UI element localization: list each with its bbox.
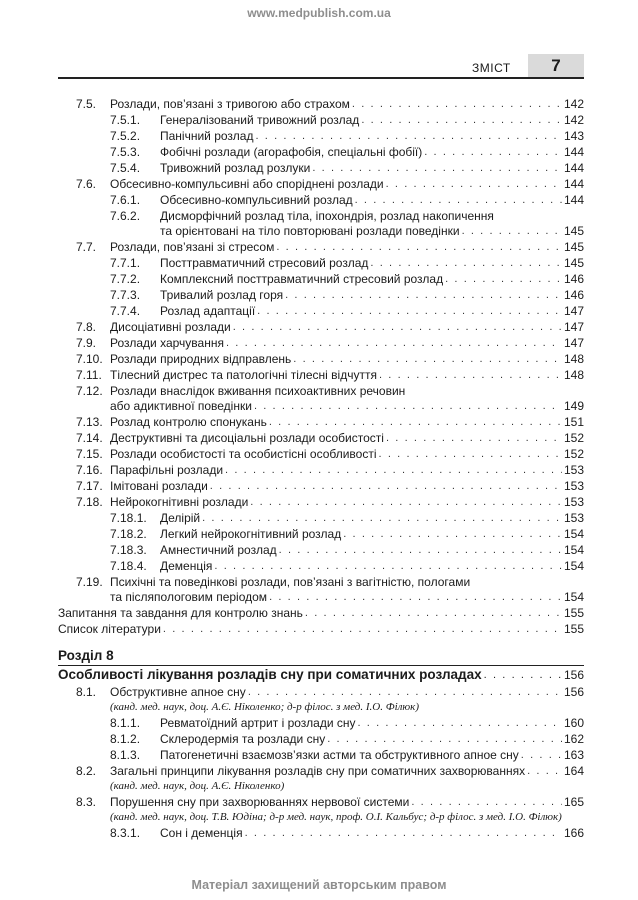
leader-dots	[245, 825, 562, 841]
entry-page: 164	[563, 764, 584, 778]
toc-entry[interactable]	[58, 208, 584, 224]
entry-page: 142	[563, 113, 584, 127]
entry-title: Імітовані розлади	[110, 479, 208, 493]
entry-page: 153	[563, 479, 584, 493]
entry-page: 160	[563, 716, 584, 730]
leader-dots	[379, 367, 562, 383]
toc-entry[interactable]	[58, 255, 584, 271]
entry-title: Розлади внаслідок вживання психоактивних речовин	[110, 384, 406, 398]
leader-dots	[445, 271, 562, 287]
entry-page: 147	[563, 320, 584, 334]
entry-number: 7.5.3.	[110, 145, 141, 159]
entry-number: 8.1.2.	[110, 732, 141, 746]
entry-page: 166	[563, 826, 584, 840]
entry-page: 153	[563, 463, 584, 477]
page-number: 7	[528, 54, 584, 78]
leader-dots	[424, 144, 562, 160]
entry-title: Список літератури	[58, 622, 161, 636]
copyright-watermark: Матеріал захищений авторським правом	[191, 878, 447, 892]
entry-number: 7.18.2.	[110, 527, 147, 541]
entry-number: 7.18.4.	[110, 559, 147, 573]
entry-page: 144	[563, 177, 584, 191]
leader-dots	[411, 794, 562, 810]
entry-page: 145	[563, 256, 584, 270]
entry-number: 8.1.	[76, 685, 97, 699]
entry-title: Сон і деменція	[160, 826, 243, 840]
leader-dots	[370, 255, 562, 271]
entry-number: 7.7.2.	[110, 272, 141, 286]
entry-title: Психічні та поведінкові розлади, пов’язані з вагітністю, пологами	[110, 575, 471, 589]
entry-number: 7.18.1.	[110, 511, 147, 525]
entry-page: 154	[563, 590, 584, 604]
toc-entry[interactable]	[58, 303, 584, 319]
entry-title: Склеродермія та розлади сну	[160, 732, 326, 746]
leader-dots	[386, 176, 562, 192]
entry-page: 142	[563, 97, 584, 111]
leader-dots	[343, 526, 562, 542]
section-title: Особливості лікування розладів сну при соматичних розладах	[58, 667, 482, 682]
entry-title: Розлади особистості та особистісні особливості	[110, 447, 377, 461]
leader-dots	[327, 731, 562, 747]
entry-title: Тілесний дистрес та патологічні тілесні відчуття	[110, 368, 377, 382]
entry-page: 154	[563, 527, 584, 541]
toc-entry[interactable]	[58, 430, 584, 446]
toc-section-7	[58, 96, 584, 637]
entry-title: Делірій	[160, 511, 201, 525]
entry-title: Панічний розлад	[160, 129, 254, 143]
entry-page: 148	[563, 368, 584, 382]
table-of-contents	[58, 96, 584, 841]
entry-page: 153	[563, 511, 584, 525]
entry-title: Запитання та завдання для контролю знань	[58, 606, 303, 620]
entry-number: 7.15.	[76, 447, 103, 461]
leader-dots	[202, 510, 562, 526]
leader-dots	[257, 303, 562, 319]
toc-entry[interactable]	[58, 287, 584, 303]
toc-entry[interactable]	[58, 319, 584, 335]
entry-number: 7.7.	[76, 240, 97, 254]
leader-dots	[163, 621, 562, 637]
entry-authors: (канд. мед. наук, доц. А.Є. Ніколенко; д-р філос. з мед. І.О. Філюк)	[110, 701, 419, 713]
entry-page: 146	[563, 272, 584, 286]
entry-number: 7.7.4.	[110, 304, 141, 318]
toc-entry[interactable]	[58, 367, 584, 383]
leader-dots	[269, 590, 562, 605]
entry-page: 147	[563, 336, 584, 350]
entry-number: 8.1.3.	[110, 748, 141, 762]
entry-title: Розлад адаптації	[160, 304, 256, 318]
section-page: 156	[563, 668, 584, 682]
entry-page: 146	[563, 288, 584, 302]
toc-section-8	[58, 684, 584, 841]
entry-title: Тривожний розлад розлуки	[160, 161, 311, 175]
toc-entry[interactable]	[58, 176, 584, 192]
toc-entry[interactable]	[58, 271, 584, 287]
toc-entry[interactable]	[58, 383, 584, 399]
entry-page: 156	[563, 685, 584, 699]
toc-entry[interactable]	[58, 96, 584, 112]
entry-page: 149	[563, 399, 584, 413]
entry-title: Патогенетичні взаємозв’язки астми та обструктивного апное сну	[160, 748, 519, 762]
section-label: Розділ 8	[58, 648, 114, 663]
entry-page: 151	[563, 415, 584, 429]
entry-page: 145	[563, 240, 584, 254]
toc-entry[interactable]	[58, 494, 584, 510]
leader-dots	[355, 192, 562, 208]
entry-page: 155	[563, 606, 584, 620]
toc-entry[interactable]	[58, 684, 584, 700]
entry-page: 155	[563, 622, 584, 636]
leader-dots	[386, 430, 562, 446]
site-watermark: www.medpublish.com.ua	[247, 6, 391, 20]
toc-entry[interactable]	[58, 605, 584, 621]
entry-number: 7.13.	[76, 415, 103, 429]
toc-entry-continuation	[58, 399, 584, 414]
entry-title: Порушення сну при захворюваннях нервової системи	[110, 795, 410, 809]
leader-dots	[254, 399, 562, 414]
toc-entry[interactable]	[58, 763, 584, 779]
entry-number: 7.11.	[76, 368, 102, 382]
entry-title: та орієнтовані на тіло повторювані розлади поведінки	[160, 224, 460, 238]
header-rule	[58, 77, 584, 79]
leader-dots	[210, 478, 562, 494]
leader-dots	[285, 287, 562, 303]
toc-entry[interactable]	[58, 621, 584, 637]
entry-title: Обструктивне апное сну	[110, 685, 246, 699]
entry-page: 144	[563, 145, 584, 159]
entry-page: 148	[563, 352, 584, 366]
toc-entry[interactable]	[58, 462, 584, 478]
entry-number: 7.14.	[76, 431, 103, 445]
entry-number: 7.6.1.	[110, 193, 141, 207]
entry-authors: (канд. мед. наук, доц. Т.В. Юдіна; д-р мед. наук, проф. О.І. Кальбус; д-р філос. з мед. І.О. Філюк)	[110, 811, 562, 823]
toc-entry[interactable]	[58, 731, 584, 747]
toc-entry[interactable]	[58, 239, 584, 255]
entry-title: Розлади харчування	[110, 336, 224, 350]
entry-page: 153	[563, 495, 584, 509]
entry-number: 7.5.2.	[110, 129, 141, 143]
entry-number: 7.17.	[76, 479, 103, 493]
toc-entry[interactable]	[58, 351, 584, 367]
toc-entry[interactable]	[58, 747, 584, 763]
toc-entry[interactable]	[58, 794, 584, 810]
entry-title: Амнестичний розлад	[160, 543, 277, 557]
entry-number: 7.7.1.	[110, 256, 141, 270]
entry-title: Розлади, пов’язані з тривогою або страхом	[110, 97, 350, 111]
leader-dots	[484, 666, 562, 684]
entry-authors: (канд. мед. наук, доц. А.Є. Ніколенко)	[110, 780, 285, 792]
leader-dots	[248, 684, 562, 700]
leader-dots	[312, 160, 562, 176]
toc-entry-continuation	[58, 590, 584, 605]
leader-dots	[225, 462, 562, 478]
entry-number: 7.6.2.	[110, 209, 141, 223]
leader-dots	[226, 335, 562, 351]
entry-page: 152	[563, 447, 584, 461]
toc-entry[interactable]	[58, 715, 584, 731]
toc-entry[interactable]	[58, 160, 584, 176]
toc-entry[interactable]	[58, 825, 584, 841]
entry-number: 7.9.	[76, 336, 97, 350]
leader-dots	[276, 239, 562, 255]
entry-title: Розлади, пов’язані зі стресом	[110, 240, 275, 254]
toc-entry[interactable]	[58, 574, 584, 590]
entry-page: 152	[563, 431, 584, 445]
entry-page: 143	[563, 129, 584, 143]
entry-number: 7.12.	[76, 384, 103, 398]
leader-dots	[361, 112, 562, 128]
entry-title: Деменція	[160, 559, 213, 573]
toc-entry[interactable]	[58, 192, 584, 208]
leader-dots	[269, 414, 562, 430]
entry-title: Дисморфічний розлад тіла, іпохондрія, розлад накопичення	[160, 209, 494, 223]
toc-entry[interactable]	[58, 112, 584, 128]
toc-entry[interactable]	[58, 414, 584, 430]
entry-number: 8.3.1.	[110, 826, 141, 840]
running-header-label: ЗМІСТ	[472, 61, 511, 75]
entry-number: 8.3.	[76, 795, 97, 809]
leader-dots	[250, 494, 562, 510]
entry-title: Легкий нейрокогнітивний розлад	[160, 527, 342, 541]
leader-dots	[293, 351, 562, 367]
leader-dots	[305, 605, 562, 621]
toc-entry[interactable]	[58, 542, 584, 558]
entry-number: 7.16.	[76, 463, 103, 477]
leader-dots	[214, 558, 562, 574]
toc-entry[interactable]	[58, 478, 584, 494]
leader-dots	[233, 319, 562, 335]
entry-title: Нейрокогнітивні розлади	[110, 495, 249, 509]
leader-dots	[462, 224, 562, 239]
leader-dots	[527, 763, 562, 779]
entry-title: Посттравматичний стресовий розлад	[160, 256, 369, 270]
entry-number: 7.7.3.	[110, 288, 141, 302]
toc-entry-continuation	[58, 224, 584, 239]
toc-entry[interactable]	[58, 335, 584, 351]
entry-number: 7.6.	[76, 177, 97, 191]
entry-page: 154	[563, 559, 584, 573]
entry-page: 163	[563, 748, 584, 762]
entry-title: та післяпологовим періодом	[110, 590, 268, 604]
entry-title: Тривалий розлад горя	[160, 288, 284, 302]
entry-number: 7.5.	[76, 97, 97, 111]
entry-number: 7.10.	[76, 352, 103, 366]
leader-dots	[521, 747, 562, 763]
entry-number: 7.5.4.	[110, 161, 141, 175]
leader-dots	[352, 96, 562, 112]
entry-page: 154	[563, 543, 584, 557]
entry-title: Обсесивно-компульсивний розлад	[160, 193, 353, 207]
entry-page: 147	[563, 304, 584, 318]
leader-dots	[379, 446, 562, 462]
toc-entry[interactable]	[58, 526, 584, 542]
entry-title: Комплексний посттравматичний стресовий розлад	[160, 272, 444, 286]
entry-number: 7.18.3.	[110, 543, 147, 557]
entry-page: 144	[563, 193, 584, 207]
section-title-row[interactable]	[58, 665, 584, 684]
leader-dots	[279, 542, 562, 558]
toc-entry[interactable]	[58, 510, 584, 526]
entry-title: Фобічні розлади (агорафобія, спеціальні фобії)	[160, 145, 423, 159]
entry-title: Генералізований тривожний розлад	[160, 113, 360, 127]
entry-title: Дисоціативні розлади	[110, 320, 231, 334]
entry-title: Розлад контролю спонукань	[110, 415, 267, 429]
entry-page: 165	[563, 795, 584, 809]
entry-number: 7.19.	[76, 575, 103, 589]
entry-title: Парафільні розлади	[110, 463, 224, 477]
leader-dots	[358, 715, 562, 731]
entry-number: 7.18.	[76, 495, 103, 509]
toc-entry[interactable]	[58, 144, 584, 160]
entry-page: 162	[563, 732, 584, 746]
toc-entry[interactable]	[58, 446, 584, 462]
entry-number: 7.8.	[76, 320, 97, 334]
entry-title: Деструктивні та дисоціальні розлади особистості	[110, 431, 384, 445]
entry-title: Загальні принципи лікування розладів сну при соматичних захворюваннях	[110, 764, 526, 778]
toc-entry[interactable]	[58, 558, 584, 574]
entry-number: 7.5.1.	[110, 113, 141, 127]
entry-number: 8.2.	[76, 764, 97, 778]
entry-page: 144	[563, 161, 584, 175]
entry-title: Ревматоїдний артрит і розлади сну	[160, 716, 356, 730]
leader-dots	[255, 128, 562, 144]
entry-title: Обсесивно-компульсивні або споріднені розлади	[110, 177, 384, 191]
entry-number: 8.1.1.	[110, 716, 141, 730]
entry-page: 145	[563, 224, 584, 238]
entry-title: Розлади природних відправлень	[110, 352, 292, 366]
toc-entry[interactable]	[58, 128, 584, 144]
entry-title: або адиктивної поведінки	[110, 399, 252, 413]
